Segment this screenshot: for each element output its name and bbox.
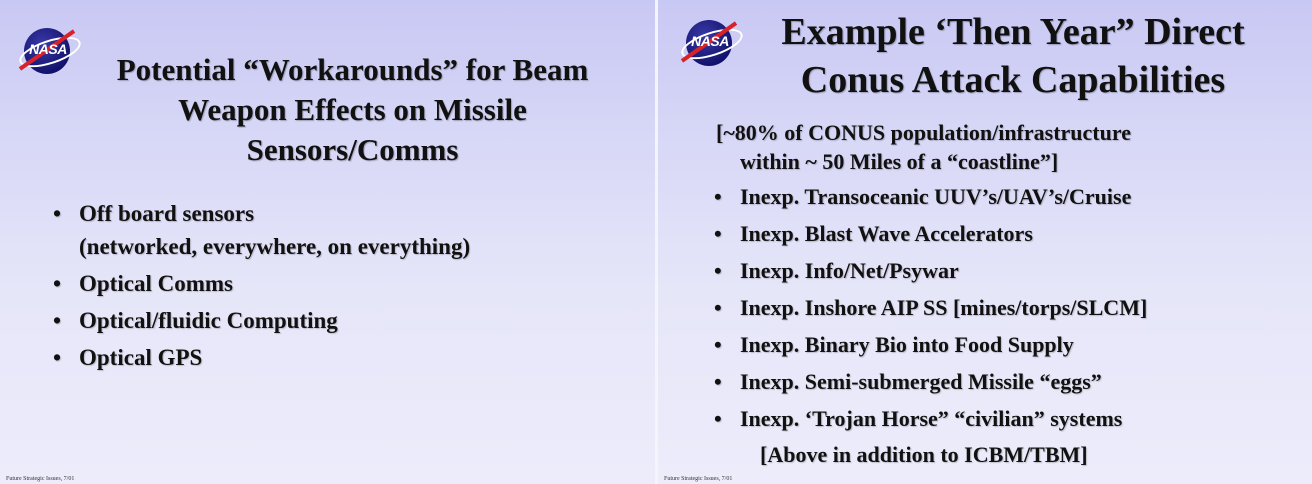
title-line: Potential “Workarounds” for Beam bbox=[116, 52, 589, 87]
bullet-icon: • bbox=[53, 345, 62, 370]
bullet-icon: • bbox=[714, 369, 722, 394]
slide-title bbox=[75, 50, 630, 170]
title-line: Sensors/Comms bbox=[246, 132, 459, 167]
bullet-icon: • bbox=[53, 201, 62, 226]
bullet-item: • Optical Comms bbox=[53, 267, 470, 300]
slide-right bbox=[658, 0, 1312, 484]
bullet-item: • Inexp. Blast Wave Accelerators bbox=[714, 221, 1033, 246]
slide-left bbox=[0, 0, 655, 484]
bullet-item: • Inexp. Binary Bio into Food Supply bbox=[714, 332, 1074, 357]
bullet-item: • Inexp. Info/Net/Psywar bbox=[714, 258, 959, 283]
bullet-icon: • bbox=[53, 271, 62, 296]
slide-title bbox=[728, 8, 1298, 104]
bullet-item: • Off board sensors (networked, everywhere, on everything) bbox=[53, 197, 470, 263]
bullet-item: • Inexp. Inshore AIP SS [mines/torps/SLCM] bbox=[714, 295, 1148, 320]
bullet-item: • Optical/fluidic Computing bbox=[53, 304, 470, 337]
closing-note: [Above in addition to ICBM/TBM] bbox=[760, 442, 1088, 467]
bullet-icon: • bbox=[714, 406, 722, 431]
slide-footer: Future Strategic Issues, 7/01 bbox=[664, 476, 733, 482]
bullet-item: • Inexp. ‘Trojan Horse” “civilian” systems bbox=[714, 406, 1123, 431]
bullet-icon: • bbox=[714, 258, 722, 283]
bullet-icon: • bbox=[714, 221, 722, 246]
intro-note: [~80% of CONUS population/infrastructure within ~ 50 Miles of a “coastline”] bbox=[716, 120, 1131, 174]
bullet-icon: • bbox=[53, 308, 62, 333]
title-line: Example ‘Then Year” Direct bbox=[781, 11, 1245, 53]
bullet-list bbox=[53, 197, 470, 378]
bullet-item: • Optical GPS bbox=[53, 341, 470, 374]
bullet-item: • Inexp. Semi-submerged Missile “eggs” bbox=[714, 369, 1102, 394]
bullet-icon: • bbox=[714, 295, 722, 320]
bullet-icon: • bbox=[714, 184, 722, 209]
bullet-item: • Inexp. Transoceanic UUV’s/UAV’s/Cruise bbox=[714, 184, 1132, 209]
title-line: Conus Attack Capabilities bbox=[800, 59, 1226, 101]
title-line: Weapon Effects on Missile bbox=[178, 92, 527, 127]
bullet-list bbox=[714, 182, 1147, 441]
bullet-icon: • bbox=[714, 332, 722, 357]
nasa-logo-icon: NASA bbox=[20, 26, 78, 76]
slide-footer: Future Strategic Issues, 7/01 bbox=[6, 476, 75, 482]
nasa-logo-icon: NASA bbox=[682, 18, 740, 68]
